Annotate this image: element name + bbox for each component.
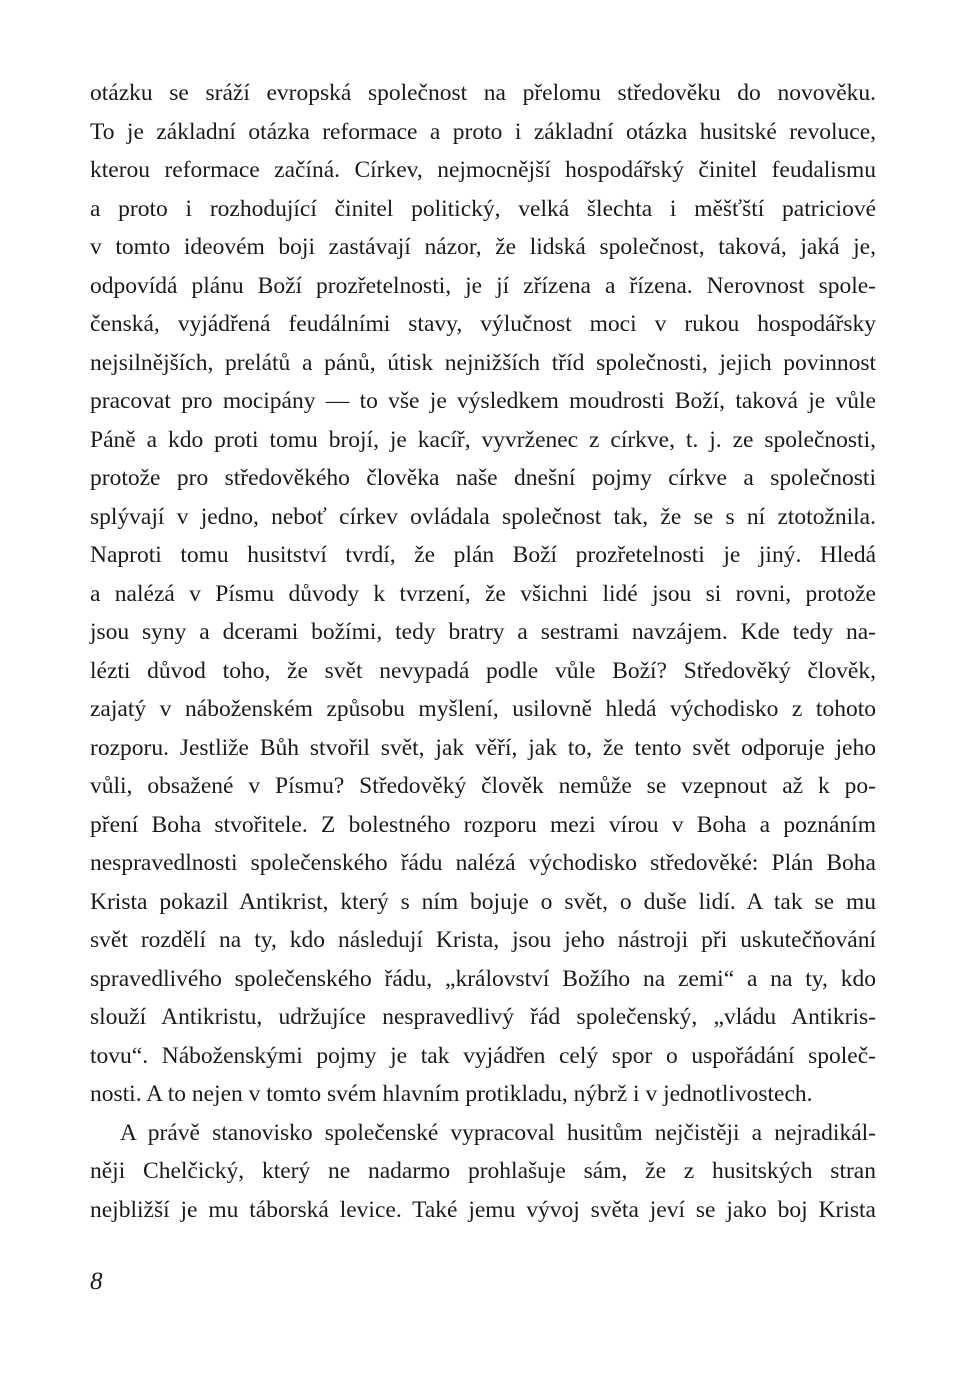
text-line: jsou syny a dcerami božími, tedy bratry a sestrami navzájem. Kde tedy na- [90, 619, 876, 645]
text-line: pření Boha stvořitele. Z bolestného rozporu mezi vírou v Boha a poznáním [90, 811, 876, 838]
text-line: slouží Antikristu, udržujíce nespravedlivý řád společenský, „vládu Antikris- [90, 1004, 876, 1030]
text-line: Naproti tomu husitství tvrdí, že plán Boží prozřetelnosti je jiný. Hledá [90, 542, 876, 568]
text-line: To je základní otázka reformace a proto i základní otázka husitské revoluce, [90, 118, 876, 145]
text-line: lézti důvod toho, že svět nevypadá podle vůle Boží? Středověký člověk, [90, 657, 876, 684]
text-line: otázku se sráží evropská společnost na přelomu středověku do novověku. [90, 80, 876, 106]
text-line: odpovídá plánu Boží prozřetelnosti, je jí zřízena a řízena. Nerovnost spole- [90, 272, 876, 299]
text-line: svět rozdělí na ty, kdo následují Krista, jsou jeho nástroji při uskutečňování [90, 927, 876, 953]
text-line: spravedlivého společenského řádu, „království Božího na zemi“ a na ty, kdo [90, 965, 876, 992]
text-line: nejbližší je mu táborská levice. Také jemu vývoj světa jeví se jako boj Krista [90, 1196, 876, 1223]
text-line: A právě stanovisko společenské vypracoval husitům nejčistěji a nejradikál- [120, 1119, 876, 1146]
text-line: vůli, obsažené v Písmu? Středověký člověk nemůže se vzepnout až k po- [90, 773, 876, 799]
text-line: rozporu. Jestliže Bůh stvořil svět, jak věří, jak to, že tento svět odporuje jeho [90, 734, 876, 761]
body-text [90, 74, 876, 1229]
text-line: čenská, vyjádřená feudálními stavy, výlučnost moci v rukou hospodářsky [90, 311, 876, 337]
text-line: něji Chelčický, který ne nadarmo prohlašuje sám, že z husitských stran [90, 1158, 876, 1184]
text-line: Páně a kdo proti tomu brojí, je kacíř, vyvrženec z církve, t. j. ze společnosti, [90, 426, 876, 453]
text-line: nespravedlnosti společenského řádu nalézá východisko středověké: Plán Boha [90, 850, 876, 876]
page-number: 8 [90, 1268, 103, 1295]
text-line: nejsilnějších, prelátů a pánů, útisk nejnižších tříd společnosti, jejich povinnost [90, 349, 876, 376]
text-line: nosti. A to nejen v tomto svém hlavním protikladu, nýbrž i v jednotlivostech. [90, 1081, 813, 1107]
text-line: zajatý v náboženském způsobu myšlení, usilovně hledá východisko z tohoto [90, 696, 876, 722]
text-line: v tomto ideovém boji zastávají názor, že lidská společnost, taková, jaká je, [90, 234, 876, 260]
text-line: protože pro středověkého člověka naše dnešní pojmy církve a společnosti [90, 465, 876, 491]
text-line: a proto i rozhodující činitel politický, velká šlechta i měšťští patriciové [90, 195, 876, 222]
paragraph-2 [90, 1114, 876, 1230]
paragraph-1 [90, 74, 876, 1114]
text-line: pracovat pro mocipány — to vše je výsledkem moudrosti Boží, taková je vůle [90, 388, 876, 414]
text-line: splývají v jedno, neboť církev ovládala společnost tak, že se s ní ztotožnila. [90, 503, 876, 530]
text-line: kterou reformace začíná. Církev, nejmocnější hospodářský činitel feudalismu [90, 157, 876, 183]
text-line: Krista pokazil Antikrist, který s ním bojuje o svět, o duše lidí. A tak se mu [90, 888, 876, 915]
text-line: tovu“. Náboženskými pojmy je tak vyjádřen celý spor o uspořádání společ- [90, 1042, 876, 1069]
text-line: a nalézá v Písmu důvody k tvrzení, že všichni lidé jsou si rovni, protože [90, 580, 876, 607]
